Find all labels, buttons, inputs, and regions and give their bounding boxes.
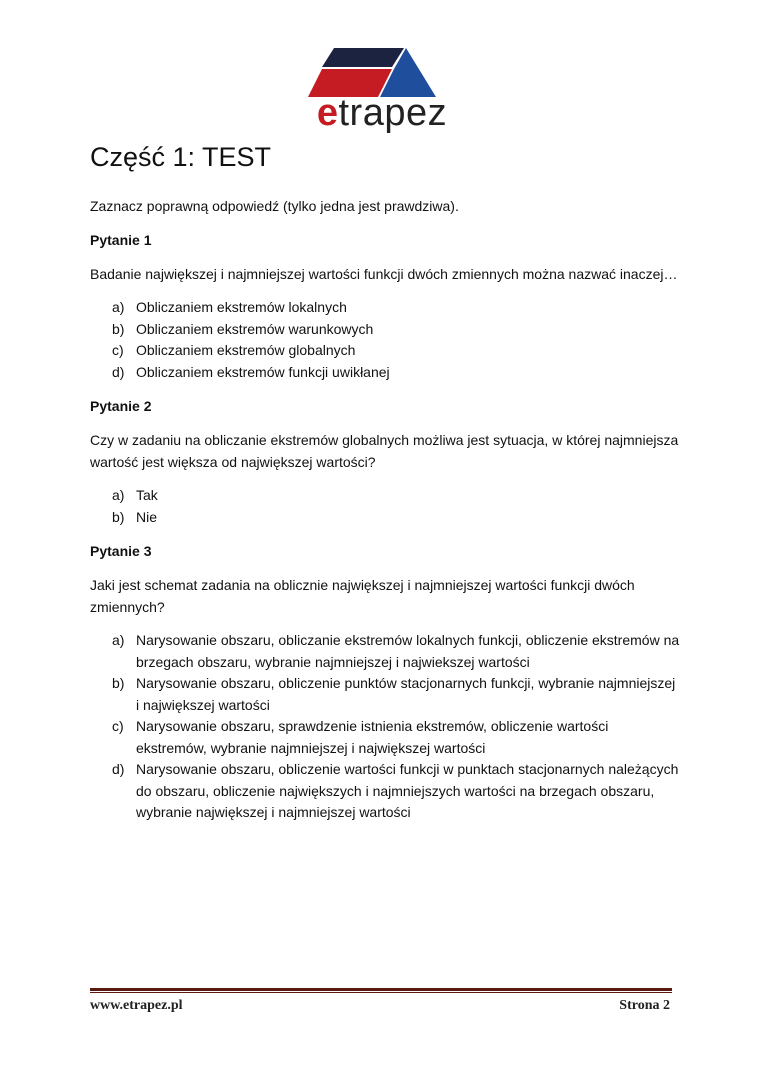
- question-heading: Pytanie 3: [90, 543, 152, 559]
- question-1: [90, 229, 680, 383]
- answer-list: [90, 485, 680, 528]
- answer-option: a) Narysowanie obszaru, obliczanie ekstremów lokalnych funkcji, obliczenie ekstremów na brzegach obszaru, wybranie najmniejszej i najwiekszej wartości: [112, 632, 680, 670]
- question-text: Czy w zadaniu na obliczanie ekstremów globalnych możliwa jest sytuacja, w której najmniejsza wartość jest większa od największej wartości?: [90, 432, 679, 470]
- answer-option: b) Narysowanie obszaru, obliczenie punktów stacjonarnych funkcji, wybranie najmniejszej i największej wartości: [112, 675, 676, 713]
- page-title: Część 1: TEST: [90, 142, 272, 172]
- footer-website: www.etrapez.pl: [90, 998, 183, 1013]
- answer-option: a) Tak: [112, 487, 158, 503]
- question-heading: Pytanie 1: [90, 232, 152, 248]
- etrapez-logo: [292, 45, 472, 141]
- footer-page-number: Strona 2: [619, 998, 670, 1013]
- question-text: Jaki jest schemat zadania na oblicznie największej i najmniejszej wartości funkcji dwóch zmiennych?: [90, 577, 635, 615]
- question-2: [90, 395, 680, 528]
- answer-option: d) Obliczaniem ekstremów funkcji uwikłanej: [112, 363, 390, 380]
- question-3: [90, 540, 680, 824]
- answer-option: c) Obliczaniem ekstremów globalnych: [112, 342, 356, 358]
- answer-option: d) Narysowanie obszaru, obliczenie wartości funkcji w punktach stacjonarnych należących do obszaru, obliczenie największych i najmniejszych wartości na brzegach obszaru, wybranie największej i najmniejszej wartości: [112, 761, 679, 820]
- test-content: [90, 195, 680, 836]
- answer-option: b) Nie: [112, 508, 158, 525]
- question-heading: Pytanie 2: [90, 398, 152, 414]
- answer-option: c) Narysowanie obszaru, sprawdzenie istnienia ekstremów, obliczenie wartości ekstremów, wybranie najmniejszej i największej wartości: [112, 718, 609, 756]
- footer-divider-thin: [90, 992, 672, 993]
- question-text: Badanie największej i najmniejszej wartości funkcji dwóch zmiennych można nazwać inaczej…: [90, 266, 678, 282]
- logo-wordmark: etrapez: [316, 92, 448, 134]
- instruction-text: Zaznacz poprawną odpowiedź (tylko jedna jest prawdziwa).: [90, 198, 459, 214]
- answer-option: a) Obliczaniem ekstremów lokalnych: [112, 299, 347, 315]
- answer-list: [90, 630, 680, 824]
- answer-list: [90, 297, 680, 383]
- footer-divider: [90, 988, 672, 991]
- answer-option: b) Obliczaniem ekstremów warunkowych: [112, 320, 374, 337]
